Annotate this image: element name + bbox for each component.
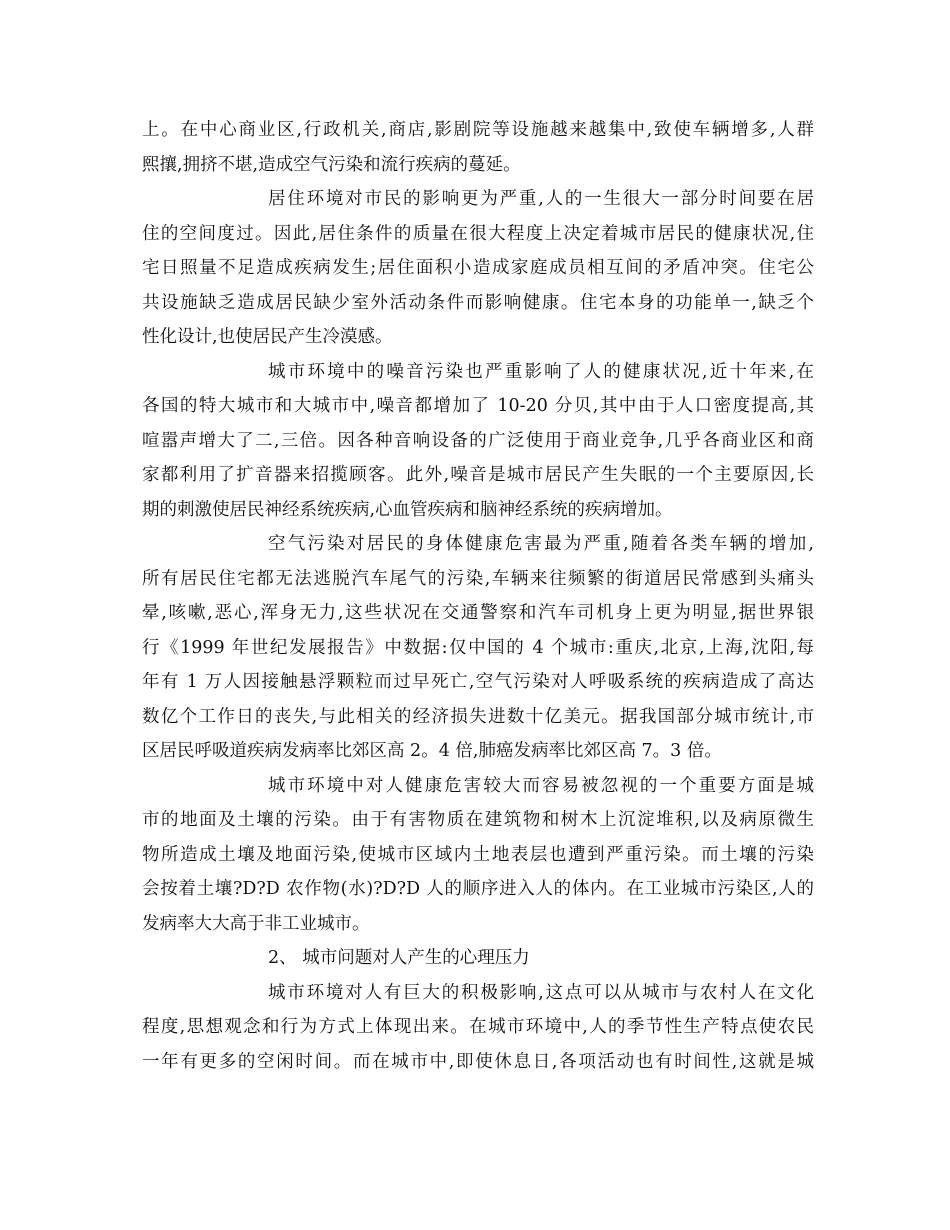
- paragraph-first-line: 城市环境中的噪音污染也严重影响了人的健康状况,近十年来,在: [268, 361, 814, 382]
- text-line: 会按着土壤?D?D 农作物(水)?D?D 人的顺序进入人的体内。在工业城市污染区,人的: [142, 879, 814, 899]
- text-line: 行《1999 年世纪发展报告》中数据:仅中国的 4 个城市:重庆,北京,上海,沈阳,每: [142, 637, 814, 658]
- paragraph-first-line: 居住环境对市民的影响更为严重,人的一生很大一部分时间要在居: [268, 189, 814, 209]
- text-line: 市的地面及土壤的污染。由于有害物质在建筑物和树木上沉淀堆积,以及病原微生: [142, 810, 814, 830]
- text-line: 一年有更多的空闲时间。而在城市中,即使休息日,各项活动也有时间性,这就是城: [142, 1051, 814, 1072]
- text-line: 区居民呼吸道疾病发病率比郊区高 2。4 倍,肺癌发病率比郊区高 7。3 倍。: [142, 741, 722, 761]
- text-line: 发病率大大高于非工业城市。: [142, 913, 370, 934]
- text-line: 各国的特大城市和大城市中,噪音都增加了 10-20 分贝,其中由于人口密度提高,其: [142, 396, 814, 416]
- section-heading: 2、 城市问题对人产生的心理压力: [268, 948, 530, 968]
- text-line: 期的刺激使居民神经系统疾病,心血管疾病和脑神经系统的疾病增加。: [142, 499, 673, 520]
- text-line: 共设施缺乏造成居民缺少室外活动条件而影响健康。住宅本身的功能单一,缺乏个: [142, 292, 814, 313]
- text-line: 宅日照量不足造成疾病发生;居住面积小造成家庭成员相互间的矛盾冲突。住宅公: [142, 258, 814, 278]
- body-text: [142, 113, 814, 1079]
- text-line: 晕,咳嗽,恶心,浑身无力,这些状况在交通警察和汽车司机身上更为明显,据世界银: [142, 603, 814, 623]
- paragraph-first-line: 空气污染对居民的身体健康危害最为严重,随着各类车辆的增加,: [268, 534, 814, 554]
- text-line: 所有居民住宅都无法逃脱汽车尾气的污染,车辆来往频繁的街道居民常感到头痛头: [142, 568, 814, 589]
- text-line: 熙攘,拥挤不堪,造成空气污染和流行疾病的蔓延。: [142, 154, 521, 175]
- text-line: 年有 1 万人因接触悬浮颗粒而过早死亡,空气污染对人呼吸系统的疾病造成了高达: [142, 672, 814, 692]
- text-line: 上。在中心商业区,行政机关,商店,影剧院等设施越来越集中,致使车辆增多,人群: [142, 120, 814, 140]
- paragraph-first-line: 城市环境中对人健康危害较大而容易被忽视的一个重要方面是城: [268, 775, 814, 796]
- text-line: 数亿个工作日的丧失,与此相关的经济损失进数十亿美元。据我国部分城市统计,市: [142, 706, 814, 727]
- text-line: 性化设计,也使居民产生冷漠感。: [142, 327, 393, 347]
- text-line: 物所造成土壤及地面污染,使城市区域内土地表层也遭到严重污染。而土壤的污染: [142, 844, 814, 865]
- text-line: 家都利用了扩音器来招揽顾客。此外,噪音是城市居民产生失眠的一个主要原因,长: [142, 465, 814, 485]
- text-line: 程度,思想观念和行为方式上体现出来。在城市环境中,人的季节性生产特点使农民: [142, 1017, 814, 1037]
- paragraph-first-line: 城市环境对人有巨大的积极影响,这点可以从城市与农村人在文化: [268, 982, 814, 1003]
- text-line: 喧嚣声增大了二,三倍。因各种音响设备的广泛使用于商业竞争,几乎各商业区和商: [142, 430, 814, 451]
- text-line: 住的空间度过。因此,居住条件的质量在很大程度上决定着城市居民的健康状况,住: [142, 223, 814, 244]
